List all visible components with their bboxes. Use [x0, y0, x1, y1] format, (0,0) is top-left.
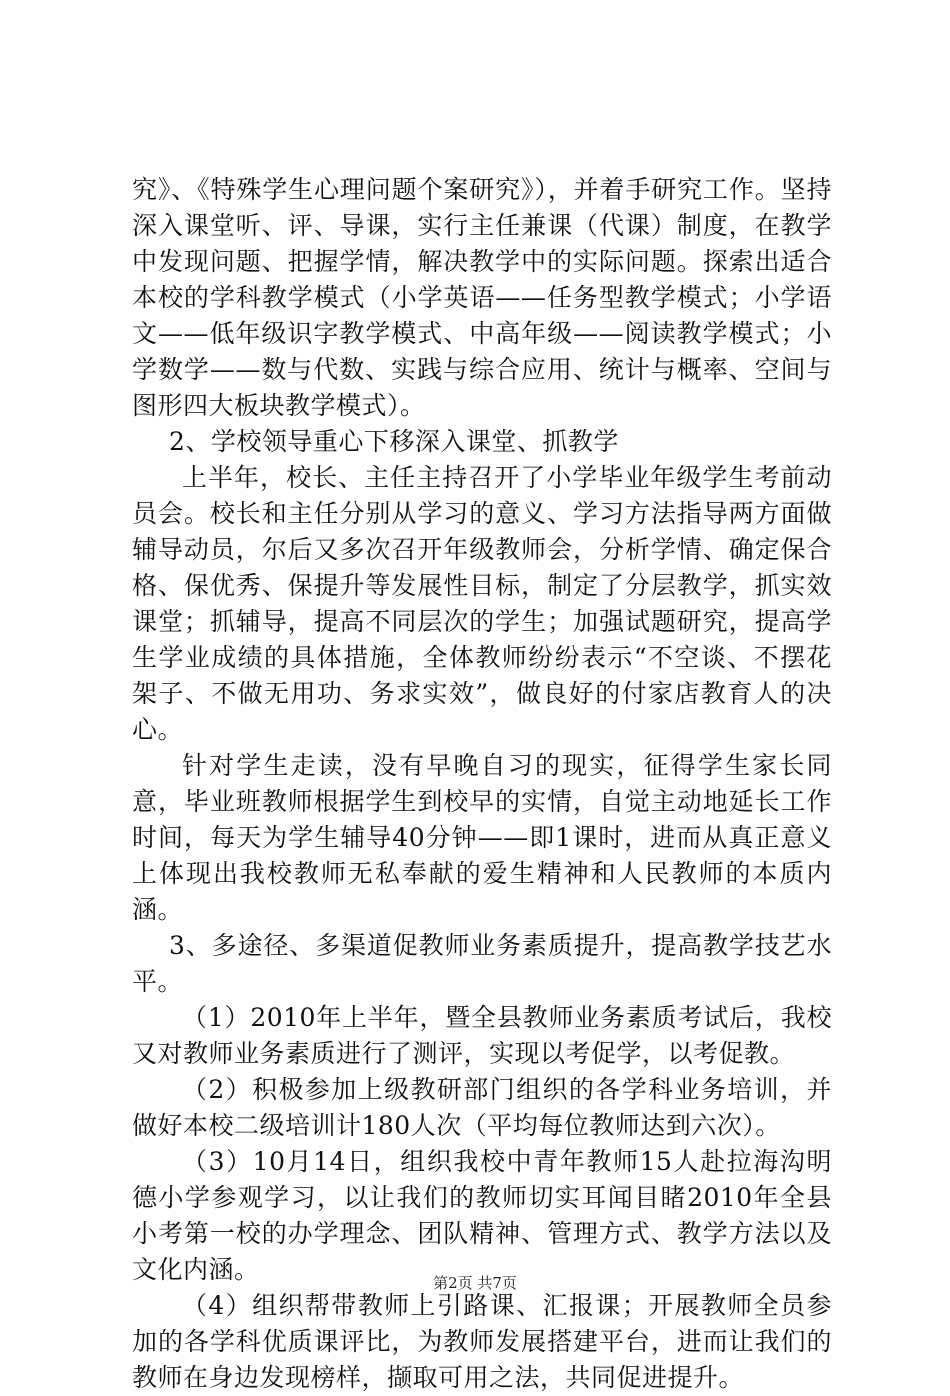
heading-leadership-focus: 2、学校领导重心下移深入课堂、抓教学	[169, 427, 619, 456]
paragraph-extra-tutoring: 针对学生走读，没有早晚自习的现实，征得学生家长同意，毕业班教师根据学生到校早的实情，自觉主动地延长工作时间，每天为学生辅导40分钟——即1课时，进而从真正意义上体现出我校教师无私奉献的爱生精神和人民教师的本质内涵。	[132, 751, 832, 924]
list-item-4: （4）组织帮带教师上引路课、汇报课；开展教师全员参加的各学科优质课评比，为教师发展搭建平台，进而让我们的教师在身边发现榜样，撷取可用之法，共同促进提升。	[132, 1291, 832, 1392]
list-item-3: （3）10月14日，组织我校中青年教师15人赴拉海沟明德小学参观学习，以让我们的教师切实耳闻目睹2010年全县小考第一校的办学理念、团队精神、管理方式、教学方法以及文化内涵。	[132, 1147, 832, 1284]
heading-teacher-quality: 3、多途径、多渠道促教师业务素质提升，提高教学技艺水平。	[132, 931, 832, 996]
paragraph-research-modes: 究》、《特殊学生心理问题个案研究》），并着手研究工作。坚持深入课堂听、评、导课，实行主任兼课（代课）制度，在教学中发现问题、把握学情，解决教学中的实际问题。探索出适合本校的学科教学模式（小学英语——任务型教学模式；小学语文——低年级识字教学模式、中高年级——阅读教学模式；小学数学——数与代数、实践与综合应用、统计与概率、空间与图形四大板块教学模式）。	[132, 175, 832, 420]
list-item-2: （2）积极参加上级教研部门组织的各学科业务培训，并做好本校二级培训计180人次（平均每位教师达到六次）。	[132, 1075, 832, 1140]
paragraph-exam-mobilization: 上半年，校长、主任主持召开了小学毕业年级学生考前动员会。校长和主任分别从学习的意义、学习方法指导两方面做辅导动员，尔后又多次召开年级教师会，分析学情、确定保合格、保优秀、保提升等发展性目标，制定了分层教学，抓实效课堂；抓辅导，提高不同层次的学生；加强试题研究，提高学生学业成绩的具体措施，全体教师纷纷表示“不空谈、不摆花架子、不做无用功、务求实效”，做良好的付家店教育人的决心。	[132, 463, 832, 744]
list-item-1: （1）2010年上半年，暨全县教师业务素质考试后，我校又对教师业务素质进行了测评，实现以考促学，以考促教。	[132, 1003, 832, 1068]
page-number-footer: 第2页 共7页	[433, 1274, 517, 1292]
document-body	[132, 172, 832, 1396]
